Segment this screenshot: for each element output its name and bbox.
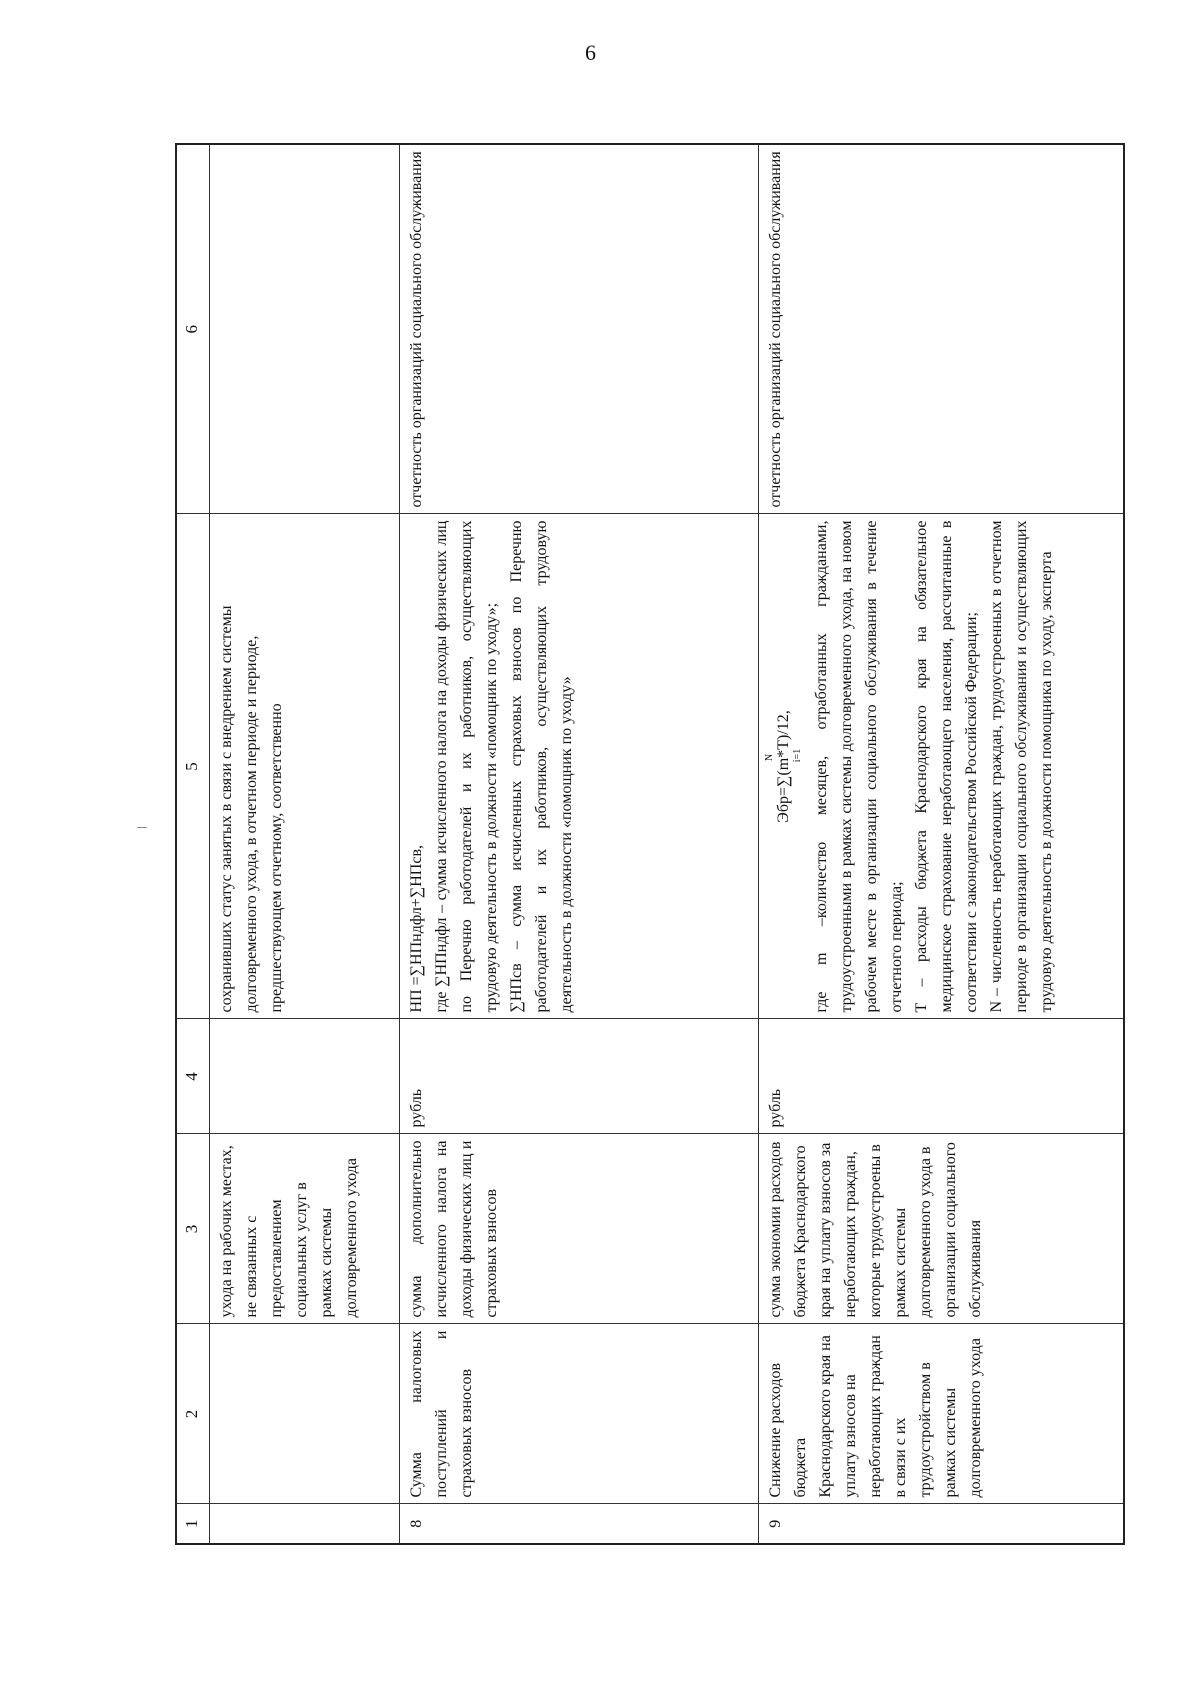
header-col-5: 5 — [176, 514, 210, 1019]
sum-lower-limit: i=1 — [791, 748, 803, 763]
data-source: отчетность организаций социального обслуживания — [758, 144, 1124, 514]
formula-explanation-ndfl: где ∑НПндфл – сумма исчисленного налога на доходы физических лиц по Перечню работодателей и их работников, осуществляющих трудовую деятельность в должности «помощник по уходу»; — [433, 520, 501, 1013]
table-row-continuation — [210, 144, 400, 1544]
formula-explanation-t: T – расходы бюджета Краснодарского края на обязательное медицинское страхование неработающего населения, рассчитанные в соответствии с законодательством Российской Федерации; — [912, 520, 980, 1013]
header-col-3: 3 — [176, 1134, 210, 1324]
savings-formula — [765, 521, 803, 1013]
header-row — [176, 144, 210, 1544]
header-col-1: 1 — [176, 1504, 210, 1544]
scan-mark — [137, 827, 147, 828]
row-number: 9 — [758, 1504, 1124, 1544]
unit: рубль — [758, 1019, 1124, 1134]
unit: рубль — [400, 1019, 758, 1134]
indicator-definition: сумма экономии расходов бюджета Краснодарского края на уплату взносов за неработающих граждан, которые трудоустроены в рамках системы долговременного ухода в организации социального обслуживания — [758, 1134, 1124, 1324]
data-source: отчетность организаций социального обслуживания — [400, 144, 758, 514]
table-row-8 — [400, 144, 758, 1544]
header-col-2: 2 — [176, 1324, 210, 1504]
row-number: 8 — [400, 1504, 758, 1544]
calculation-method — [400, 514, 758, 1019]
cell-indicator-name — [210, 1324, 400, 1504]
indicator-definition: сумма дополнительно исчисленного налога на доходы физических лиц и страховых взносов — [400, 1134, 758, 1324]
table-row-9 — [758, 144, 1124, 1544]
formula-explanation-n: N – численность неработающих граждан, трудоустроенных в отчетном периоде в организации социального обслуживания и осуществляющих трудовую деятельность в должности помощника по уходу, эксперта — [987, 520, 1055, 1013]
indicator-name: Сумма налоговых поступлений и страховых взносов — [400, 1324, 758, 1504]
page-number: 6 — [585, 40, 596, 65]
tax-formula: НП =∑НПндфл+∑НПсв, — [408, 845, 426, 1013]
cell-unit — [210, 1019, 400, 1134]
cell-number — [210, 1504, 400, 1544]
cell-method: сохранивших статус занятых в связи с внедрением системы долговременного ухода, в отчетном периоде и периоде, предшествующем отчетному, соответственно — [210, 514, 400, 1019]
formula-explanation-m: где m –количество месяцев, отработанных гражданами, трудоустроенными в рамках системы долговременного ухода, на новом рабочем месте в организации социального обслуживания в течение отчетного периода; — [812, 520, 905, 1013]
header-col-6: 6 — [176, 144, 210, 514]
formula-main: Эбр=∑(m*T)/12, — [774, 710, 792, 823]
indicators-table — [175, 143, 1125, 1545]
cell-definition: ухода на рабочих местах, не связанных с предоставлением социальных услуг в рамках системы долговременного ухода — [210, 1134, 400, 1324]
rotated-table-container — [175, 145, 1125, 1545]
sum-upper-limit: N — [763, 753, 775, 762]
header-col-4: 4 — [176, 1019, 210, 1134]
cell-source — [210, 144, 400, 514]
formula-explanation-contributions: ∑НПсв – сумма исчисленных страховых взносов по Перечню работодателей и их работников, осуществляющих трудовую деятельность в должности «помощник по уходу» — [508, 520, 576, 1013]
indicator-name: Снижение расходов бюджета Краснодарского края на уплату взносов на неработающих граждан в связи с их трудоустройством в рамках системы долговременного ухода — [758, 1324, 1124, 1504]
calculation-method — [758, 514, 1124, 1019]
